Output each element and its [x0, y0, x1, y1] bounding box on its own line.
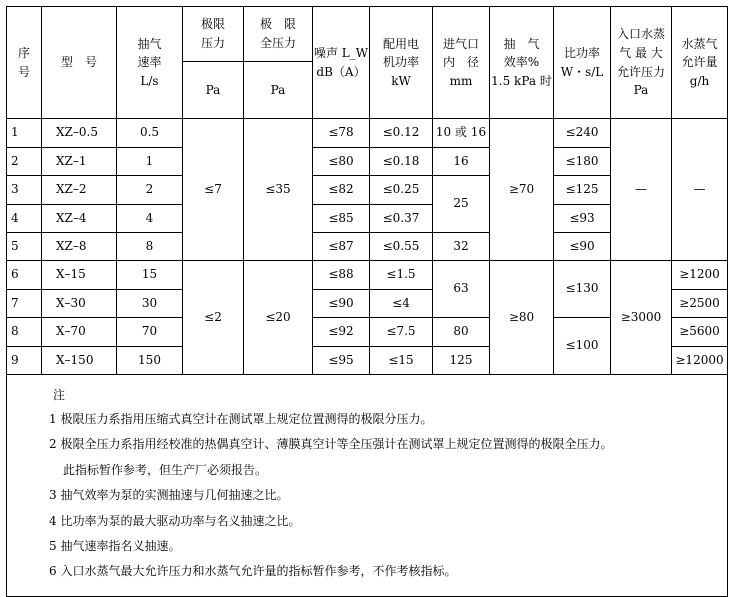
cell-vapor-tolerance: ≥1200: [672, 261, 728, 290]
header-row-top: [7, 7, 728, 62]
cell-motor: ≤0.37: [370, 205, 433, 233]
cell-vapor-tolerance: ≥12000: [672, 347, 728, 375]
cell-speed: 2: [117, 176, 183, 205]
cell-noise: ≤87: [313, 233, 370, 261]
header-motor: 配用电 机功率 kW: [370, 7, 433, 119]
cell-specific-power: ≤125: [554, 176, 611, 205]
cell-noise: ≤88: [313, 261, 370, 290]
header-ult-pressure-unit: Pa: [183, 62, 244, 119]
cell-group1-ult-total: ≤35: [244, 119, 313, 261]
cell-group1-ult-pressure: ≤7: [183, 119, 244, 261]
header-ult-total-unit: Pa: [244, 62, 313, 119]
header-specific-power: 比功率 W・s/L: [554, 7, 611, 119]
cell-no: 9: [7, 347, 42, 375]
note-item: 1 极限压力系指用压缩式真空计在测试罩上规定位置测得的极限分压力。: [49, 412, 433, 426]
table-row: [7, 261, 728, 290]
cell-group1-vapor-tolerance: —: [672, 119, 728, 261]
cell-model: XZ–8: [42, 233, 117, 261]
cell-inlet-merged: 63: [433, 261, 490, 318]
cell-inlet: 125: [433, 347, 490, 375]
cell-speed: 150: [117, 347, 183, 375]
cell-motor: ≤7.5: [370, 318, 433, 347]
note-item: 2 极限全压力系指用经校准的热偶真空计、薄膜真空计等全压强计在测试罩上规定位置测得的极限全压力。: [49, 437, 613, 452]
cell-motor: ≤0.12: [370, 119, 433, 148]
cell-group2-ult-pressure: ≤2: [183, 261, 244, 375]
cell-speed: 4: [117, 205, 183, 233]
cell-model: XZ–2: [42, 176, 117, 205]
cell-noise: ≤92: [313, 318, 370, 347]
note-item: 4 比功率为泵的最大驱动功率与名义抽速之比。: [49, 513, 301, 528]
cell-vapor-tolerance: ≥5600: [672, 318, 728, 347]
cell-specific-power-merged: ≤100: [554, 318, 611, 375]
cell-motor: ≤15: [370, 347, 433, 375]
cell-speed: 1: [117, 148, 183, 176]
cell-no: 2: [7, 148, 42, 176]
cell-noise: ≤82: [313, 176, 370, 205]
cell-group2-efficiency: ≥80: [490, 261, 554, 375]
cell-no: 1: [7, 119, 42, 148]
header-ult-total: 极 限 全压力: [244, 7, 313, 62]
cell-speed: 0.5: [117, 119, 183, 148]
cell-motor: ≤0.55: [370, 233, 433, 261]
cell-noise: ≤80: [313, 148, 370, 176]
notes-row: [7, 375, 728, 597]
cell-specific-power: ≤240: [554, 119, 611, 148]
cell-speed: 8: [117, 233, 183, 261]
cell-no: 7: [7, 290, 42, 318]
cell-no: 8: [7, 318, 42, 347]
note-item-continuation: 此指标暂作参考，但生产厂必须报告。: [63, 462, 268, 477]
header-vapor-pressure: 入口水蒸 气 最 大 允许压力 Pa: [611, 7, 672, 119]
cell-inlet: 10 或 16: [433, 119, 490, 148]
cell-vapor-tolerance: ≥2500: [672, 290, 728, 318]
cell-model: X–30: [42, 290, 117, 318]
cell-noise: ≤85: [313, 205, 370, 233]
cell-model: XZ–1: [42, 148, 117, 176]
cell-noise: ≤95: [313, 347, 370, 375]
cell-model: X–15: [42, 261, 117, 290]
cell-inlet: 80: [433, 318, 490, 347]
cell-motor: ≤0.18: [370, 148, 433, 176]
cell-no: 3: [7, 176, 42, 205]
cell-model: XZ–0.5: [42, 119, 117, 148]
header-model: 型 号: [42, 7, 117, 119]
note-item: 5 抽气速率指名义抽速。: [49, 539, 181, 554]
header-inlet: 进气口 内 径 mm: [433, 7, 490, 119]
cell-motor: ≤1.5: [370, 261, 433, 290]
header-vapor-tolerance: 水蒸气 允许量 g/h: [672, 7, 728, 119]
note-item: 3 抽气效率为泵的实测抽速与几何抽速之比。: [49, 488, 289, 503]
cell-speed: 30: [117, 290, 183, 318]
notes-title: 注: [53, 388, 66, 402]
header-seq: 序 号: [7, 7, 42, 119]
cell-specific-power-merged: ≤130: [554, 261, 611, 318]
spec-table: [6, 6, 728, 597]
cell-speed: 70: [117, 318, 183, 347]
header-efficiency: 抽 气 效率% 1.5 kPa 时: [490, 7, 554, 119]
cell-model: XZ–4: [42, 205, 117, 233]
cell-no: 6: [7, 261, 42, 290]
cell-noise: ≤78: [313, 119, 370, 148]
cell-group2-ult-total: ≤20: [244, 261, 313, 375]
header-speed: 抽气 速率 L/s: [117, 7, 183, 119]
cell-group1-vapor-pressure: —: [611, 119, 672, 261]
cell-group1-efficiency: ≥70: [490, 119, 554, 261]
cell-no: 4: [7, 205, 42, 233]
cell-no: 5: [7, 233, 42, 261]
cell-speed: 15: [117, 261, 183, 290]
cell-model: X–70: [42, 318, 117, 347]
cell-motor: ≤0.25: [370, 176, 433, 205]
cell-specific-power: ≤180: [554, 148, 611, 176]
notes-section: [7, 375, 728, 597]
cell-inlet: 16: [433, 148, 490, 176]
cell-motor: ≤4: [370, 290, 433, 318]
cell-model: X–150: [42, 347, 117, 375]
cell-specific-power: ≤90: [554, 233, 611, 261]
cell-inlet-merged: 25: [433, 176, 490, 233]
note-item: 6 入口水蒸气最大允许压力和水蒸气允许量的指标暂作参考，不作考核指标。: [49, 564, 457, 579]
header-ult-pressure: 极限 压力: [183, 7, 244, 62]
table-row: [7, 119, 728, 148]
cell-noise: ≤90: [313, 290, 370, 318]
cell-specific-power: ≤93: [554, 205, 611, 233]
header-noise: 噪声 L_W dB（A）: [313, 7, 370, 119]
cell-inlet: 32: [433, 233, 490, 261]
cell-group2-vapor-pressure: ≥3000: [611, 261, 672, 375]
